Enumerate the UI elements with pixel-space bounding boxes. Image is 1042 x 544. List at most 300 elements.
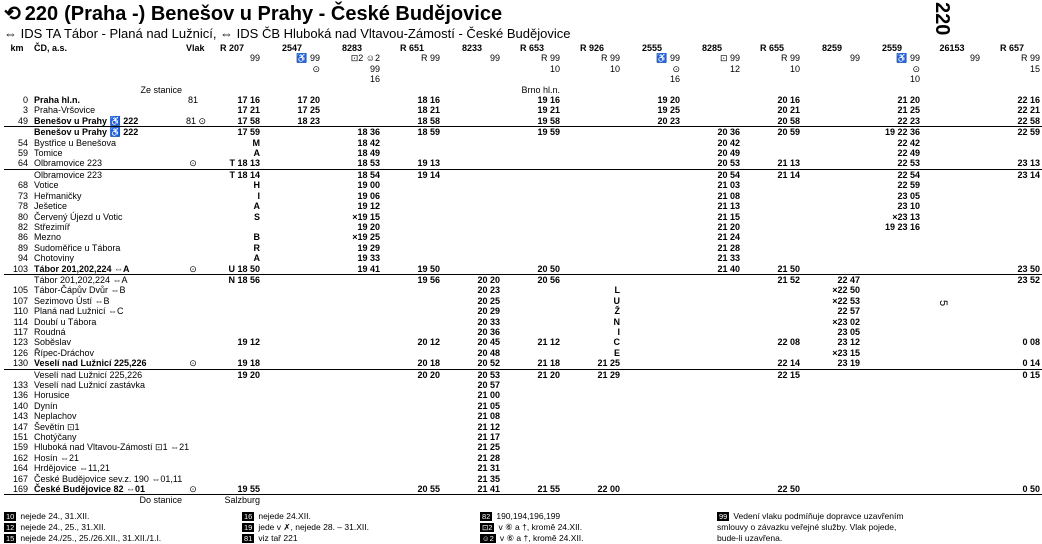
time-cell: 17 21 <box>237 105 260 116</box>
train-note: ⊙ <box>912 63 920 74</box>
station-row <box>4 369 1042 380</box>
train-mark: ♿ 99 <box>896 53 920 64</box>
station-name: Sudoměřice u Tábora <box>34 242 121 253</box>
time-cell <box>742 453 802 463</box>
time-cell <box>922 401 982 411</box>
station-row <box>4 411 1042 421</box>
time-cell <box>682 285 742 295</box>
vlak-header: Vlak <box>186 43 205 53</box>
time-cell <box>742 243 802 253</box>
time-cell <box>982 442 1042 452</box>
time-cell <box>502 463 562 473</box>
time-cell <box>622 264 682 275</box>
station-row <box>4 212 1042 222</box>
time-cell <box>802 474 862 484</box>
station-name: Veselí nad Lužnicí 225,226 <box>34 358 147 369</box>
time-cell <box>922 463 982 473</box>
time-cell <box>682 369 742 380</box>
time-cell: 17 58 <box>237 115 260 126</box>
km-value: 78 <box>17 201 28 212</box>
time-cell <box>262 201 322 211</box>
time-cell <box>322 348 382 358</box>
time-cell: 22 42 <box>897 137 920 148</box>
km-value: 126 <box>12 347 28 358</box>
time-cell: 18 23 <box>297 115 320 126</box>
time-cell <box>982 348 1042 358</box>
time-cell <box>562 191 622 201</box>
time-cell <box>382 380 442 390</box>
time-cell <box>382 138 442 148</box>
time-cell <box>862 380 922 390</box>
time-cell <box>622 411 682 421</box>
time-cell <box>502 232 562 242</box>
from-cell <box>982 85 1042 95</box>
time-cell: 20 12 <box>417 337 440 348</box>
time-cell <box>382 180 442 190</box>
station-name: Ješetice <box>34 201 68 212</box>
to-label: Do stanice <box>32 495 184 506</box>
time-cell <box>622 442 682 452</box>
time-cell: 22 50 <box>777 484 800 495</box>
km-value: 123 <box>12 337 28 348</box>
time-cell: 21 29 <box>562 369 622 380</box>
page-title <box>4 2 904 26</box>
time-cell <box>922 390 982 400</box>
time-cell <box>742 201 802 211</box>
station-symbol <box>184 212 202 222</box>
time-cell <box>682 453 742 463</box>
time-cell <box>442 138 502 148</box>
time-cell: 20 54 <box>682 169 742 180</box>
time-cell: 21 18 <box>537 358 560 369</box>
time-cell <box>742 296 802 306</box>
time-cell <box>982 432 1042 442</box>
time-cell <box>862 285 922 295</box>
time-cell: 21 35 <box>477 473 500 484</box>
station-row <box>4 484 1042 495</box>
time-cell <box>622 306 682 316</box>
station-row <box>4 463 1042 473</box>
time-cell <box>262 148 322 158</box>
footnote-text: 190,194,196,199 <box>496 511 561 521</box>
time-cell <box>622 232 682 242</box>
time-cell <box>382 201 442 211</box>
time-cell <box>502 296 562 306</box>
train-mark: R 99 <box>780 53 800 64</box>
time-cell <box>382 348 442 358</box>
time-cell: 22 57 <box>837 306 860 317</box>
time-cell: 18 53 <box>357 158 380 169</box>
time-cell: 21 13 <box>717 201 740 212</box>
station-row <box>4 442 1042 452</box>
time-cell: A <box>253 201 260 212</box>
time-cell <box>502 422 562 432</box>
time-cell <box>982 474 1042 484</box>
time-cell: N 18 56 <box>202 274 262 285</box>
station-symbol <box>184 191 202 201</box>
time-cell <box>202 222 262 232</box>
to-cell <box>622 495 682 506</box>
footnote-mark: 10 <box>6 512 15 521</box>
time-cell <box>982 285 1042 295</box>
km-value: 130 <box>12 358 28 369</box>
time-cell <box>382 317 442 327</box>
time-cell <box>802 411 862 421</box>
time-cell <box>322 358 382 369</box>
time-cell <box>502 442 562 452</box>
time-cell <box>262 453 322 463</box>
time-cell <box>922 422 982 432</box>
time-cell: 20 48 <box>477 347 500 358</box>
time-cell <box>802 95 862 105</box>
train-note: 10 <box>909 74 920 85</box>
time-cell <box>262 348 322 358</box>
time-cell: 20 18 <box>417 358 440 369</box>
train-mark: R 99 <box>600 53 620 64</box>
time-cell <box>622 243 682 253</box>
station-symbol <box>184 222 202 232</box>
time-cell: 20 55 <box>417 484 440 495</box>
time-cell <box>922 358 982 369</box>
line-number: 220 <box>24 3 59 25</box>
time-cell <box>862 306 922 316</box>
footnote-line <box>242 522 369 533</box>
time-cell: 23 19 <box>837 358 860 369</box>
train-note <box>802 64 862 74</box>
footnote-mark: 81 <box>244 534 253 543</box>
to-cell <box>802 495 862 506</box>
footnote-column-2 <box>242 511 369 544</box>
time-cell <box>502 317 562 327</box>
to-cell <box>562 495 622 506</box>
station-row <box>4 296 1042 306</box>
time-cell: 22 47 <box>802 274 862 285</box>
time-cell <box>922 212 982 222</box>
time-cell <box>262 264 322 275</box>
time-cell <box>862 369 922 380</box>
train-number: R 653 <box>519 43 545 53</box>
time-cell: 0 50 <box>1022 484 1040 495</box>
from-cell <box>682 85 742 95</box>
time-cell <box>802 222 862 232</box>
time-cell: 18 16 <box>417 95 440 106</box>
time-cell: 22 21 <box>1017 105 1040 116</box>
train-note: 10 <box>609 63 620 74</box>
time-cell: 19 20 <box>657 95 680 106</box>
time-cell: Ž <box>614 306 620 317</box>
time-cell <box>502 411 562 421</box>
train-mark: ♿ 99 <box>296 53 320 64</box>
km-value: 59 <box>17 148 28 159</box>
time-cell: A <box>253 148 260 159</box>
to-cell <box>922 495 982 506</box>
time-cell <box>262 327 322 337</box>
footnote-mark: 15 <box>6 534 15 543</box>
train-note <box>202 74 262 84</box>
km-blank <box>4 64 32 74</box>
time-cell <box>502 380 562 390</box>
time-cell <box>922 264 982 275</box>
time-cell <box>262 127 322 138</box>
time-cell <box>742 432 802 442</box>
time-cell: 20 57 <box>477 380 500 390</box>
train-mark: R 99 <box>540 53 560 64</box>
station-symbol <box>184 105 202 115</box>
train-note <box>682 74 742 84</box>
station-row <box>4 243 1042 253</box>
footnote-text: jede v ✗, nejede 28. – 31.XII. <box>258 522 369 532</box>
time-cell: 20 23 <box>657 115 680 126</box>
time-cell <box>562 274 622 285</box>
km-value <box>4 127 32 138</box>
train-number: R 657 <box>999 43 1025 53</box>
time-cell <box>502 306 562 316</box>
time-cell <box>202 348 262 358</box>
time-cell <box>502 169 562 180</box>
time-cell <box>802 158 862 169</box>
timetable <box>4 43 1042 506</box>
time-cell <box>322 380 382 390</box>
time-cell <box>622 317 682 327</box>
station-name: Ševětín ⊡1 <box>34 421 80 432</box>
time-cell <box>802 232 862 242</box>
footnote-line <box>717 533 903 544</box>
time-cell <box>622 401 682 411</box>
time-cell <box>262 180 322 190</box>
train-note <box>982 74 1042 84</box>
time-cell <box>202 317 262 327</box>
time-cell <box>802 264 862 275</box>
footnote-mark: ⊡2 <box>482 523 493 532</box>
time-cell <box>802 401 862 411</box>
train-note <box>922 74 982 84</box>
time-cell <box>622 380 682 390</box>
time-cell <box>382 432 442 442</box>
time-cell <box>382 442 442 452</box>
time-cell <box>982 327 1042 337</box>
time-cell <box>202 327 262 337</box>
train-mark: 99 <box>489 53 500 64</box>
time-cell <box>262 484 322 495</box>
time-cell <box>802 169 862 180</box>
time-cell <box>322 442 382 452</box>
time-cell <box>262 380 322 390</box>
time-cell <box>562 127 622 138</box>
time-cell: 23 50 <box>1017 263 1040 274</box>
time-cell: 21 00 <box>477 390 500 401</box>
time-cell <box>502 243 562 253</box>
station-name: Olbramovice 223 <box>32 169 184 180</box>
footnote-line <box>480 511 584 522</box>
time-cell: 22 54 <box>862 169 922 180</box>
time-cell: 20 20 <box>442 274 502 285</box>
station-symbol <box>184 401 202 411</box>
sym-blank <box>184 85 202 95</box>
time-cell <box>862 474 922 484</box>
time-cell <box>502 222 562 232</box>
time-cell <box>682 317 742 327</box>
side-line-number: 220 <box>931 2 953 36</box>
time-cell <box>862 232 922 242</box>
time-cell <box>562 180 622 190</box>
time-cell: 19 56 <box>382 274 442 285</box>
station-symbol <box>184 411 202 421</box>
train-number: 2547 <box>281 43 303 53</box>
km-value: 73 <box>17 190 28 201</box>
time-cell: B <box>253 232 260 243</box>
time-cell: 20 53 <box>442 369 502 380</box>
time-cell <box>562 105 622 115</box>
time-cell <box>922 253 982 263</box>
time-cell <box>262 463 322 473</box>
time-cell: 19 55 <box>237 484 260 495</box>
time-cell <box>562 95 622 105</box>
time-cell <box>742 191 802 201</box>
train-note <box>922 64 982 74</box>
time-cell <box>742 422 802 432</box>
station-row <box>4 453 1042 463</box>
station-symbol <box>184 317 202 327</box>
station-name: Praha-Vršovice <box>34 105 96 116</box>
time-cell: 19 29 <box>357 242 380 253</box>
time-cell <box>382 148 442 158</box>
time-cell <box>562 422 622 432</box>
time-cell <box>262 158 322 169</box>
time-cell <box>982 201 1042 211</box>
time-cell: 0 15 <box>982 369 1042 380</box>
footnote-text: viz tař 221 <box>258 533 298 543</box>
time-cell: 20 45 <box>477 337 500 348</box>
station-row <box>4 253 1042 263</box>
time-cell <box>982 401 1042 411</box>
sym-blank <box>184 53 202 63</box>
time-cell <box>862 327 922 337</box>
time-cell <box>742 348 802 358</box>
time-cell <box>382 401 442 411</box>
time-cell <box>262 191 322 201</box>
to-cell <box>742 495 802 506</box>
time-cell <box>622 422 682 432</box>
time-cell <box>502 138 562 148</box>
time-cell <box>862 348 922 358</box>
time-cell: 22 49 <box>897 148 920 159</box>
time-cell: 22 53 <box>897 158 920 169</box>
time-cell: 22 59 <box>897 180 920 191</box>
time-cell <box>742 306 802 316</box>
km-value: 162 <box>12 452 28 463</box>
time-cell <box>382 474 442 484</box>
km-value: 151 <box>12 432 28 443</box>
time-cell <box>442 95 502 105</box>
station-row <box>4 232 1042 242</box>
station-name: České Budějovice 82 ⇔01 <box>34 484 146 495</box>
station-name: Praha hl.n. <box>34 95 81 106</box>
station-symbol: ⊙ <box>189 158 197 169</box>
time-cell <box>622 285 682 295</box>
train-note: 12 <box>729 63 740 74</box>
train-note <box>742 74 802 84</box>
time-cell <box>742 222 802 232</box>
time-cell <box>802 212 862 222</box>
station-symbol <box>184 296 202 306</box>
time-cell <box>442 212 502 222</box>
time-cell <box>322 474 382 484</box>
time-cell <box>562 201 622 211</box>
time-cell <box>922 442 982 452</box>
route-title: (Praha -) Benešov u Prahy - České Budějovice <box>64 3 503 25</box>
time-cell <box>322 422 382 432</box>
from-cell <box>742 85 802 95</box>
time-cell: 21 33 <box>717 253 740 264</box>
time-cell <box>862 274 922 285</box>
time-cell: 20 16 <box>777 95 800 106</box>
time-cell <box>802 243 862 253</box>
time-cell <box>202 380 262 390</box>
time-cell: 23 14 <box>982 169 1042 180</box>
train-number: 26153 <box>939 43 965 53</box>
time-cell <box>442 232 502 242</box>
station-name: Řípec-Dráchov <box>34 347 95 358</box>
time-cell: 19 16 <box>537 95 560 106</box>
time-cell <box>862 390 922 400</box>
time-cell <box>982 212 1042 222</box>
station-symbol <box>184 253 202 263</box>
time-cell <box>262 296 322 306</box>
station-row <box>4 222 1042 232</box>
time-cell: U 18 50 <box>228 263 260 274</box>
time-cell <box>862 358 922 369</box>
km-value: 0 <box>22 95 28 106</box>
to-cell <box>382 495 442 506</box>
time-cell <box>562 442 622 452</box>
time-cell: 20 25 <box>477 295 500 306</box>
station-symbol: ⊙ <box>189 484 197 495</box>
station-name: Planá nad Lužnicí ⇔C <box>34 306 124 317</box>
time-cell <box>742 401 802 411</box>
time-cell <box>982 380 1042 390</box>
time-cell: 21 20 <box>897 95 920 106</box>
km-value: 167 <box>12 473 28 484</box>
time-cell <box>922 296 982 306</box>
time-cell <box>682 358 742 369</box>
time-cell <box>862 442 922 452</box>
station-symbol <box>184 369 202 380</box>
station-row <box>4 474 1042 484</box>
time-cell <box>802 116 862 127</box>
time-cell: 22 59 <box>982 127 1042 138</box>
time-cell <box>322 296 382 306</box>
time-cell: 18 54 <box>322 169 382 180</box>
train-mark: 99 <box>249 53 260 64</box>
to-cell <box>862 495 922 506</box>
footnote-line <box>4 533 161 544</box>
time-cell <box>922 169 982 180</box>
time-cell <box>802 442 862 452</box>
from-label: Ze stanice <box>140 84 182 95</box>
time-cell <box>502 191 562 201</box>
time-cell <box>802 390 862 400</box>
time-cell: 21 13 <box>777 158 800 169</box>
time-cell: 18 59 <box>382 127 442 138</box>
time-cell <box>862 422 922 432</box>
time-cell <box>922 105 982 115</box>
time-cell <box>262 222 322 232</box>
station-row <box>4 401 1042 411</box>
time-cell: 19 12 <box>237 337 260 348</box>
time-cell <box>922 127 982 138</box>
time-cell: 20 21 <box>777 105 800 116</box>
time-cell: 23 13 <box>1017 158 1040 169</box>
